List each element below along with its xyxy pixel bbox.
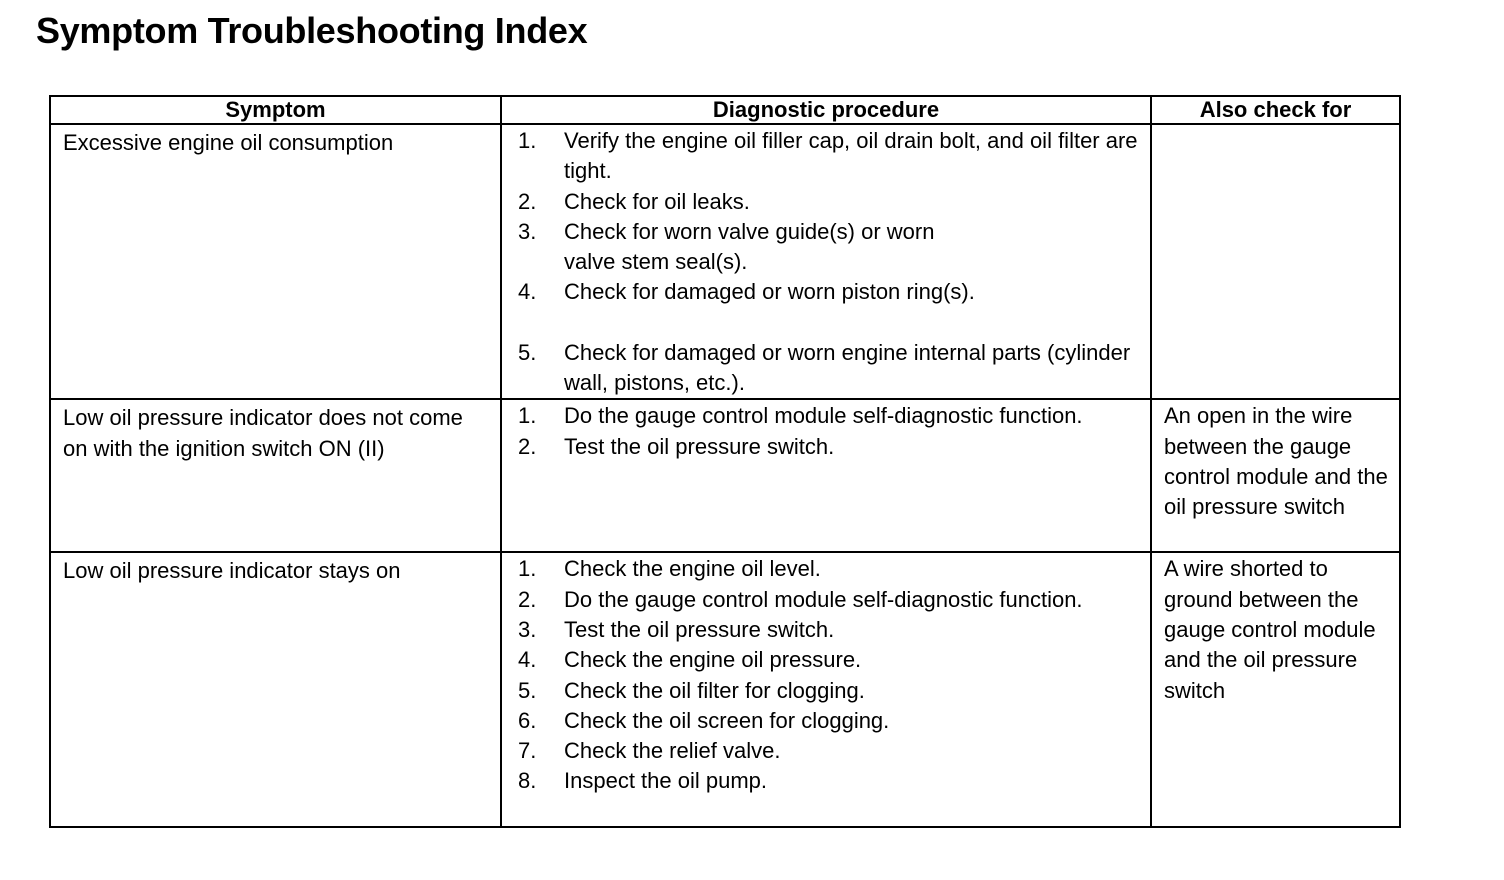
header-also-check-for: Also check for <box>1151 96 1400 124</box>
step-number: 2. <box>518 433 537 459</box>
header-diagnostic-procedure: Diagnostic procedure <box>501 96 1151 124</box>
step-text: Do the gauge control module self-diagnostic function. <box>564 586 1083 612</box>
step-number: 6. <box>518 707 537 733</box>
step-text: Check the engine oil pressure. <box>564 647 862 673</box>
procedure-step <box>518 126 1144 187</box>
procedure-step <box>518 554 1144 584</box>
procedure-step <box>518 766 1144 796</box>
step-number: 3. <box>518 218 537 244</box>
procedure-step <box>518 676 1144 706</box>
step-text: Check the engine oil level. <box>564 556 821 582</box>
step-number: 2. <box>518 188 537 214</box>
step-text: Check for worn valve guide(s) or worn valve stem seal(s). <box>564 218 935 275</box>
symptom-cell: Excessive engine oil consumption <box>50 124 501 399</box>
procedure-step <box>518 401 1144 431</box>
step-text: Check for damaged or worn piston ring(s). <box>564 279 975 305</box>
step-text: Inspect the oil pump. <box>564 768 768 794</box>
page-title: Symptom Troubleshooting Index <box>36 10 588 51</box>
step-number: 5. <box>518 677 537 703</box>
procedure-steps <box>518 126 1144 398</box>
procedure-steps <box>518 401 1144 462</box>
step-text: Check for damaged or worn engine internal parts (cylinder wall, pistons, etc.). <box>564 339 1131 396</box>
step-number: 5. <box>518 339 537 365</box>
step-number: 7. <box>518 738 537 764</box>
procedure-cell <box>501 399 1151 552</box>
procedure-step <box>518 706 1144 736</box>
step-number: 1. <box>518 128 537 153</box>
table-row <box>50 124 1400 399</box>
procedure-step <box>518 645 1144 675</box>
procedure-steps <box>518 554 1144 796</box>
step-number: 8. <box>518 768 537 794</box>
procedure-cell <box>501 124 1151 399</box>
step-number: 3. <box>518 616 537 642</box>
step-text: Check the oil filter for clogging. <box>564 677 865 703</box>
step-text: Check the relief valve. <box>564 738 781 764</box>
troubleshooting-table <box>49 95 1401 828</box>
procedure-step <box>518 338 1144 399</box>
step-text: Do the gauge control module self-diagnostic function. <box>564 403 1083 429</box>
symptom-cell: Low oil pressure indicator does not come on with the ignition switch ON (II) <box>50 399 501 552</box>
step-number: 2. <box>518 586 537 612</box>
step-text: Test the oil pressure switch. <box>564 433 835 459</box>
procedure-step <box>518 585 1144 615</box>
step-number: 1. <box>518 403 537 429</box>
step-text: Test the oil pressure switch. <box>564 616 835 642</box>
step-number: 4. <box>518 647 537 673</box>
header-symptom: Symptom <box>50 96 501 124</box>
also-check-cell: A wire shorted to ground between the gauge control module and the oil pressure switch <box>1151 552 1400 827</box>
procedure-step <box>518 432 1144 462</box>
table-row <box>50 552 1400 827</box>
step-text: Check for oil leaks. <box>564 188 750 214</box>
procedure-step <box>518 277 1144 307</box>
step-number: 4. <box>518 279 537 305</box>
also-check-cell: An open in the wire between the gauge control module and the oil pressure switch <box>1151 399 1400 552</box>
procedure-step <box>518 615 1144 645</box>
step-text: Check the oil screen for clogging. <box>564 707 890 733</box>
step-number: 1. <box>518 556 537 582</box>
procedure-step <box>518 736 1144 766</box>
symptom-cell: Low oil pressure indicator stays on <box>50 552 501 827</box>
also-check-cell <box>1151 124 1400 399</box>
table-row <box>50 399 1400 552</box>
procedure-cell <box>501 552 1151 827</box>
table-header-row <box>50 96 1400 124</box>
procedure-step <box>518 217 1144 278</box>
procedure-step <box>518 187 1144 217</box>
step-text: Verify the engine oil filler cap, oil drain bolt, and oil filter are tight. <box>564 128 1138 184</box>
